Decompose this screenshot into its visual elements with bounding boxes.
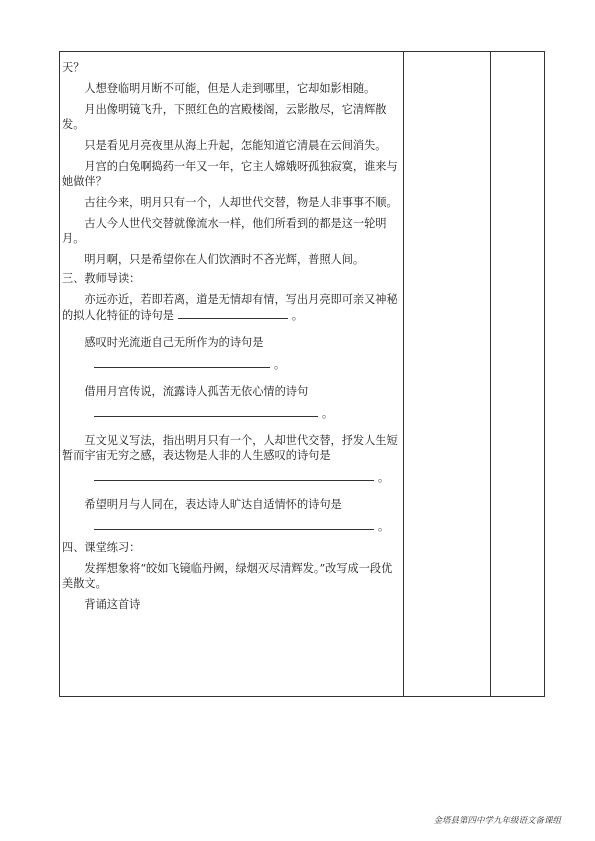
- answer-line-3: [90, 405, 398, 421]
- answer-blank[interactable]: [94, 356, 270, 368]
- lesson-table: [59, 51, 545, 697]
- answer-blank[interactable]: [94, 469, 374, 481]
- answer-line-2: [90, 356, 398, 372]
- translation-paragraph: 明月啊，只是希望你在人们饮酒时不吝光辉，普照人间。: [84, 253, 365, 266]
- translation-paragraph: 月出像明镜飞升，下照红色的宫殿楼阁，云影散尽，它清辉散发。: [62, 103, 387, 131]
- translation-paragraph: 古人今人世代交替就像流水一样，他们所看到的都是这一轮明月。: [62, 217, 387, 245]
- guide-question-3: 借用月宫传说，流露诗人孤苦无依心情的诗句: [84, 385, 309, 398]
- guide-question-5: 希望明月与人同在，表达诗人旷达自适情怀的诗句是: [84, 498, 342, 511]
- guide-question-1: [62, 292, 398, 323]
- translation-paragraph: 只是看见月亮夜里从海上升起，怎能知道它清晨在云间消失。: [84, 139, 387, 152]
- footer-credit: 金塔县第四中学九年级语文备课组: [433, 816, 561, 826]
- section-heading-practice: 四、课堂练习：: [62, 541, 141, 554]
- practice-item-2: 背诵这首诗: [84, 598, 141, 611]
- answer-line-4: [90, 469, 398, 485]
- answer-blank[interactable]: [94, 405, 318, 417]
- guide-question-4: 互文见义写法，指出明月只有一个，人却世代交替，抒发人生短暂而宇宙无穷之感，表达物是人非的人生感叹的诗句是: [62, 434, 398, 462]
- answer-line-5: [90, 518, 398, 534]
- period: 。: [378, 471, 390, 484]
- content-column: [62, 60, 398, 612]
- period: 。: [322, 407, 334, 420]
- translation-paragraph: 人想登临明月断不可能，但是人走到哪里，它却如影相随。: [84, 82, 376, 95]
- guide-question-text: 亦远亦近，若即若离，道是无情却有情，写出月亮即可亲又神秘的拟人化特征的诗句是: [62, 293, 398, 322]
- table-divider-1: [403, 52, 404, 696]
- guide-question-2: 感叹时光流逝自己无所作为的诗句是: [84, 336, 264, 349]
- section-heading-guide: 三、教师导读：: [62, 272, 141, 285]
- translation-paragraph: 月宫的白兔啊捣药一年又一年，它主人嫦娥呀孤独寂寞，谁来与她做伴？: [62, 160, 398, 188]
- practice-item-1: 发挥想象将“皎如飞镜临丹阙，绿烟灭尽清辉发。”改写成一段优美散文。: [62, 562, 393, 590]
- table-divider-2: [490, 52, 491, 696]
- period: 。: [378, 520, 390, 533]
- period: 。: [291, 309, 304, 322]
- period: 。: [274, 358, 286, 371]
- translation-tail: 天？: [62, 61, 85, 74]
- answer-blank[interactable]: [94, 518, 374, 530]
- translation-paragraph: 古往今来，明月只有一个，人却世代交替，物是人非事事不顺。: [84, 196, 398, 209]
- answer-blank[interactable]: [178, 307, 288, 319]
